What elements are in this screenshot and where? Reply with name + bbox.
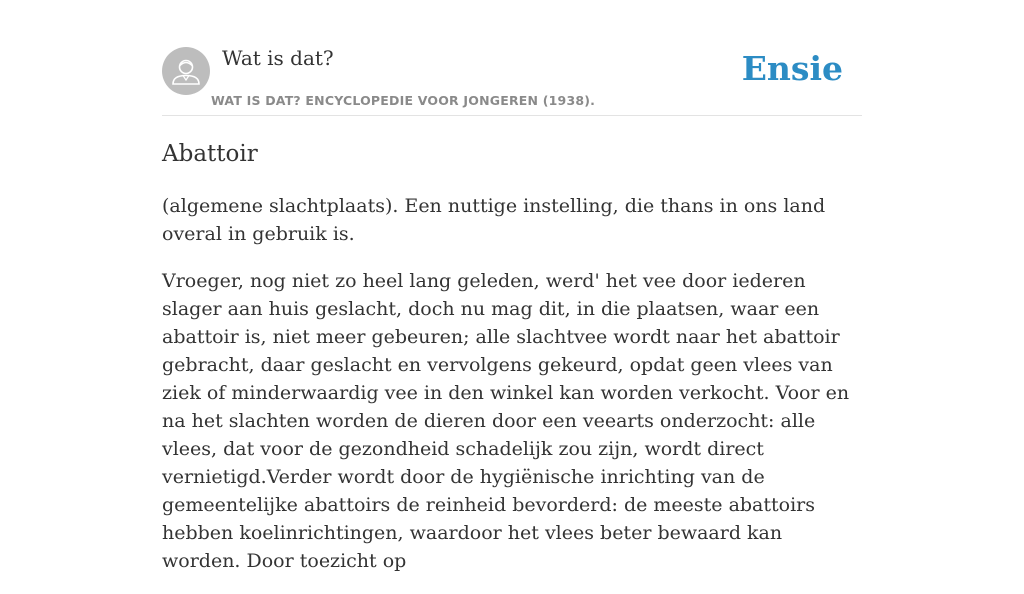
user-icon[interactable] [162, 47, 210, 95]
article-title: Abattoir [162, 141, 258, 167]
source-subtitle: WAT IS DAT? ENCYCLOPEDIE VOOR JONGEREN (1938). [211, 93, 596, 108]
content-column [162, 0, 862, 572]
source-title[interactable]: Wat is dat? [222, 46, 334, 70]
ensie-logo[interactable]: Ensie [741, 49, 843, 88]
source-header [162, 0, 862, 116]
article-paragraph: Vroeger, nog niet zo heel lang geleden, werd' het vee door iederen slager aan huis geslacht, doch nu mag dit, in die plaatsen, waar een abattoir is, niet meer gebeuren; alle slachtvee wordt naar het abattoir gebracht, daar geslacht en vervolgens gekeurd, opdat geen vlees van ziek of minderwaardig vee in den winkel kan worden verkocht. Voor en na het slachten worden de dieren door een veearts onderzocht: alle vlees, dat voor de gezondheid schadelijk zou zijn, wordt direct vernietigd.Verder wordt door de hygiënische inrichting van de gemeentelijke abattoirs de reinheid bevorderd: de meeste abattoirs hebben koelinrichtingen, waardoor het vlees beter bewaard kan worden. Door toezicht op [162, 270, 850, 572]
article-paragraph: (algemene slachtplaats). Een nuttige instelling, die thans in ons land overal in gebruik is. [162, 195, 826, 245]
article-body [162, 192, 862, 594]
